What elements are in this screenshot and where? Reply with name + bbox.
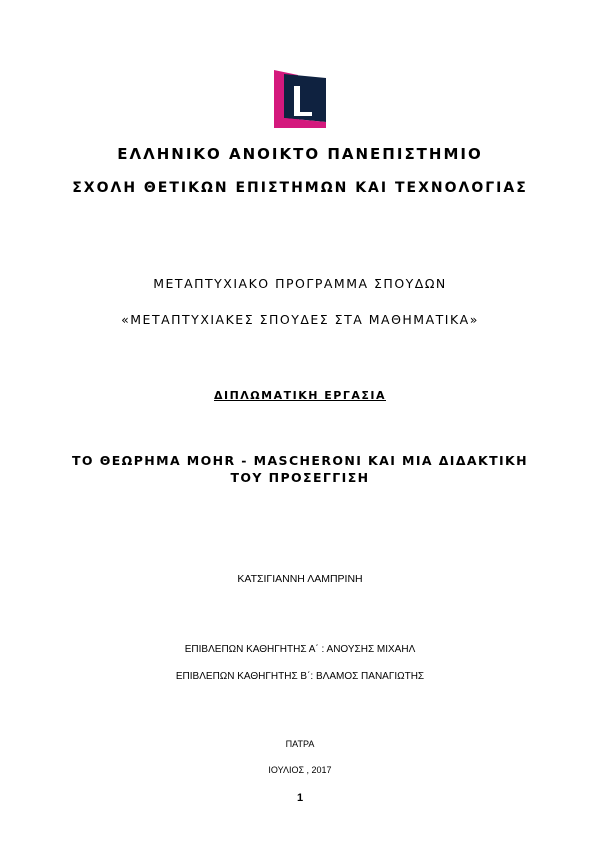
page-number: 1 [296,792,304,804]
supervisor-a: ΕΠΙΒΛΕΠΩΝ ΚΑΘΗΓΗΤΗΣ Α΄ : ΑΝΟΥΣΗΣ ΜΙΧΑΗΛ [184,644,416,655]
author-name: ΚΑΤΣΙΓΙΑΝΝΗ ΛΑΜΠΡΙΝΗ [237,573,363,585]
program-name: «ΜΕΤΑΠΤΥΧΙΑΚΕΣ ΣΠΟΥΔΕΣ ΣΤΑ ΜΑΘΗΜΑΤΙΚΑ» [121,312,479,327]
university-logo-icon [274,70,326,128]
school-name: ΣΧΟΛΗ ΘΕΤΙΚΩΝ ΕΠΙΣΤΗΜΩΝ ΚΑΙ ΤΕΧΝΟΛΟΓΙΑΣ [72,180,528,196]
thesis-title-line2: ΤΟΥ ΠΡΟΣΕΓΓΙΣΗ [230,470,370,485]
city: ΠΑΤΡΑ [285,739,315,749]
university-name: ΕΛΛΗΝΙΚΟ ΑΝΟΙΚΤΟ ΠΑΝΕΠΙΣΤΗΜΙΟ [117,145,483,163]
date: ΙΟΥΛΙΟΣ , 2017 [268,765,332,775]
supervisor-b: ΕΠΙΒΛΕΠΩΝ ΚΑΘΗΓΗΤΗΣ Β΄: ΒΛΑΜΟΣ ΠΑΝΑΓΙΩΤΗΣ [175,671,425,682]
thesis-title-line1: ΤΟ ΘΕΩΡΗΜΑ MOHR - MASCHERONI ΚΑΙ ΜΙΑ ΔΙΔΑΚΤΙΚΗ [72,453,528,468]
document-type: ΔΙΠΛΩΜΑΤΙΚΗ ΕΡΓΑΣΙΑ [213,389,386,402]
program-label: ΜΕΤΑΠΤΥΧΙΑΚΟ ΠΡΟΓΡΑΜΜΑ ΣΠΟΥΔΩΝ [153,276,447,291]
